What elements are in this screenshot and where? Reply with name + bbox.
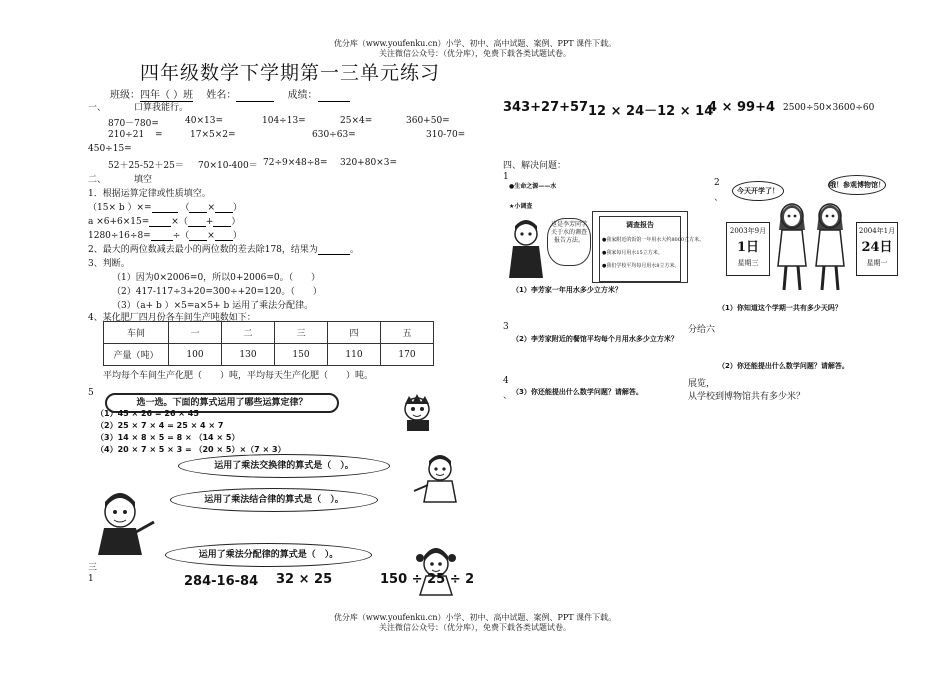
calc-6-eq: =	[155, 130, 163, 140]
fill-q1c-end: ）	[232, 231, 242, 241]
right-expr-3: 4 × 99+4	[708, 100, 776, 115]
p2-question-1: （1）你知道这个学期一共有多少天吗？	[718, 304, 842, 312]
table-cell: 130	[222, 344, 275, 366]
boy-cartoon-3	[92, 492, 156, 556]
expr-1: 284-16-84	[184, 574, 259, 589]
p1-report-line: ●我家附近的饭馆一年用水大约8000立方米。	[602, 237, 705, 243]
p2-cal1-day: 1日	[736, 240, 760, 255]
calc-12: 70×10-400＝	[198, 161, 258, 171]
fill-q2-end: 。	[349, 245, 359, 255]
problem1-number: 1	[503, 172, 509, 182]
fill-q1a-mid: （	[180, 203, 190, 213]
p1-report-line: ●我家每月用水15立方米。	[602, 250, 663, 256]
table-cell: 100	[169, 344, 222, 366]
table-row	[104, 344, 434, 366]
fill-q1b	[88, 214, 240, 227]
section4-heading: 四、解决问题：	[503, 161, 567, 171]
calc-13: 72÷9×48÷8=	[263, 158, 328, 168]
calc-8: 630÷63=	[312, 130, 356, 140]
section3-number: 三	[88, 563, 98, 573]
museum-question: 从学校到博物馆共有多少米？	[688, 392, 806, 402]
p2-cal1-week: 星期三	[737, 259, 759, 267]
right-expr-4: 2500÷50×3600÷60	[783, 103, 875, 113]
blank-3[interactable]	[215, 200, 233, 213]
p2-calendar-2	[856, 222, 898, 276]
class-label: 班级：	[110, 90, 140, 101]
calc-7: 17×5×2=	[190, 130, 236, 140]
problem4-number: 4	[503, 376, 509, 386]
table-header-row	[104, 322, 434, 344]
calc-9: 310-70=	[426, 130, 466, 140]
score-field[interactable]	[318, 89, 350, 102]
table-question: 4、某化肥厂四月份各车间生产吨数如下：	[88, 313, 256, 323]
judge-2: （2）417-117÷3+20=300÷+20=120。（ ）	[112, 287, 322, 297]
table-row-label: 产量（吨）	[104, 344, 169, 366]
p1-speech-bubble: 这是李芳同学关于水的调查报告方法。	[547, 218, 591, 266]
calc-2: 40×13=	[185, 116, 223, 126]
calc-10: 450÷15=	[88, 144, 132, 154]
right-expr-2: 12 × 24－12 × 14	[588, 104, 714, 119]
p2-cal2-week: 星期一	[866, 259, 888, 267]
table-header: 五	[381, 322, 434, 344]
blank-6[interactable]	[213, 214, 231, 227]
calc-3: 104÷13=	[262, 116, 306, 126]
problem2-number: 2	[714, 178, 720, 188]
average-question: 平均每个车间生产化肥（ ）吨，平均每天生产化肥（ ）吨。	[103, 371, 374, 381]
fill-q1a-x: ×	[207, 203, 215, 213]
fill-q1c-x: ×	[207, 231, 215, 241]
p1-tag-survey: ★小调查	[509, 203, 533, 210]
score-label: 成绩：	[287, 90, 318, 101]
calc-6: 210÷21	[108, 130, 145, 140]
table-header: 一	[169, 322, 222, 344]
fill-q1b-plus: +	[205, 217, 214, 227]
fill-q1: 1．根据运算定律或性质填空。	[88, 189, 211, 199]
p1-question-1: （1）李芳家一年用水多少立方米？	[512, 286, 622, 294]
name-label: 姓名：	[206, 90, 237, 101]
fill-q1b-end: ）	[231, 217, 241, 227]
bubble-associative: 运用了乘法结合律的算式是（ ）。	[170, 488, 378, 512]
section2-number: 二、	[88, 175, 107, 185]
blank-9[interactable]	[215, 228, 233, 241]
q5-item-1: （1）45 × 26 = 26 × 45	[96, 409, 199, 418]
name-field[interactable]	[236, 89, 274, 102]
q5-item-4: （4）20 × 7 × 5 × 3 = （20 × 5）×（7 × 3）	[96, 445, 286, 454]
p1-tag-water: ●生命之源——水	[509, 183, 557, 190]
expr-2: 32 × 25	[276, 572, 333, 587]
p2-calendar-1	[726, 222, 770, 276]
table-cell: 150	[275, 344, 328, 366]
problem2-mark: 、	[714, 193, 724, 203]
section1-heading: 口算我能行。	[134, 103, 189, 113]
p2-bubble-school: 今天开学了！	[732, 181, 784, 201]
header-line-2: 关注微信公众号：（优分库），免费下载各类试题试卷。	[379, 49, 571, 58]
calc-11: 52＋25-52＋25＝	[108, 161, 184, 171]
bubble-distributive: 运用了乘法分配律的算式是（ ）。	[165, 543, 372, 567]
footer-line-1: 优分库（www.youfenku.cn）小学、初中、高中试题、案例、PPT 课件下载。	[333, 613, 617, 622]
blank-7[interactable]	[151, 228, 173, 241]
blank-10[interactable]	[318, 242, 350, 255]
p2-bubble-museum: 哦！参观博物馆！	[828, 175, 886, 195]
boy-cartoon-2	[410, 455, 465, 503]
q5-item-2: （2）25 × 7 × 4 = 25 × 4 × 7	[96, 421, 224, 430]
p1-question-2: （2）李芳家附近的餐馆平均每个月用水多少立方米？	[512, 335, 678, 343]
calc-5: 360+50=	[406, 116, 450, 126]
blank-2[interactable]	[189, 200, 207, 213]
fill-q1a-end: ）	[233, 203, 243, 213]
fill-q1b-start: a ×6+6×15=	[88, 217, 150, 227]
class-value: 四年（ ）班	[140, 90, 194, 101]
judge-3: （3）（a+ b ）×5=a×5+ b 运用了乘法分配律。	[112, 301, 314, 311]
calc-14: 320+80×3=	[340, 158, 397, 168]
footer-line-2: 关注微信公众号：（优分库），免费下载各类试题试卷。	[379, 623, 571, 632]
fill-q1a-start: （15× b ）×=	[88, 203, 152, 213]
p2-cal2-date: 2004年1月	[858, 227, 896, 235]
judge-heading: 3、判断。	[88, 259, 130, 269]
bubble-commutative: 运用了乘法交换律的算式是（ ）。	[178, 454, 390, 478]
section1-number: 一、	[88, 103, 107, 113]
q5-banner: 选一选。下面的算式运用了哪些运算定律？	[105, 393, 339, 413]
p1-report-box	[592, 211, 705, 283]
fen-text: 分给六	[688, 325, 716, 335]
table-header: 车间	[104, 322, 169, 344]
q5-number: 5	[88, 388, 94, 398]
zhanlan-text: 展览，	[688, 379, 716, 389]
fill-q1c	[88, 228, 242, 241]
table-cell: 170	[381, 344, 434, 366]
judge-1: （1）因为0×2006=0，所以0+2006=0。（ ）	[112, 273, 321, 283]
boy-cartoon-1	[395, 394, 445, 432]
blank-5[interactable]	[188, 214, 206, 227]
calc-4: 25×4=	[340, 116, 373, 126]
blank-8[interactable]	[189, 228, 207, 241]
section3-sub: 1	[88, 574, 94, 584]
fill-q2-text: 2、最大的两位数减去最小的两位数的差去除178，结果为	[88, 245, 318, 255]
q5-item-3: （3）14 × 8 × 5 = 8 × （14 × 5）	[96, 433, 240, 442]
production-table	[103, 321, 434, 366]
table-cell: 110	[328, 344, 381, 366]
two-girls-cartoon	[772, 200, 854, 292]
fill-q1b-x: ×（	[171, 217, 188, 227]
p2-cal1-date: 2003年9月	[729, 227, 767, 235]
problem4-mark: 、	[503, 391, 513, 401]
p2-cal2-day: 24日	[861, 240, 893, 255]
right-expr-1: 343+27+57	[503, 100, 589, 115]
table-header: 三	[275, 322, 328, 344]
p1-report-inner	[599, 216, 705, 282]
fill-q1c-start: 1280÷16÷8=	[88, 231, 151, 241]
fill-q1c-div: ÷（	[172, 231, 190, 241]
li-fang-cartoon	[506, 220, 546, 280]
section2-heading: 填空	[134, 175, 153, 185]
p2-question-2: （2）你还能提出什么数学问题？请解答。	[718, 362, 849, 370]
page-title: 四年级数学下学期第一三单元练习	[140, 62, 441, 84]
expr-3: 150 ÷ 25 ÷ 2	[380, 572, 475, 587]
p1-report-line: ●我们学校平均每月用水8立方米。	[602, 263, 680, 269]
calc-1: 870－780=	[108, 119, 159, 129]
fill-q2	[88, 242, 359, 255]
fill-q1a	[88, 200, 242, 213]
blank-1[interactable]	[152, 200, 178, 213]
blank-4[interactable]	[149, 214, 171, 227]
problem3-number: 3	[503, 322, 509, 332]
p1-report-title: 调查报告	[626, 220, 654, 229]
table-header: 二	[222, 322, 275, 344]
header-line-1: 优分库（www.youfenku.cn）小学、初中、高中试题、案例、PPT 课件下载。	[333, 39, 617, 48]
p1-question-3: （3）你还能提出什么数学问题？请解答。	[512, 388, 643, 396]
table-header: 四	[328, 322, 381, 344]
